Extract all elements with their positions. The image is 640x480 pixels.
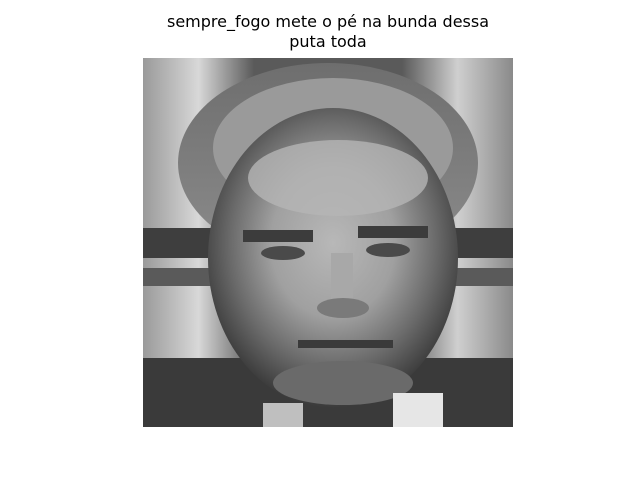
face-image-svg — [143, 58, 513, 427]
title-line-1: sempre_fogo mete o pé na bunda dessa — [166, 12, 490, 31]
figure-title — [120, 12, 536, 52]
title-line-2: puta toda — [289, 32, 367, 51]
grayscale-face-image — [143, 58, 513, 427]
